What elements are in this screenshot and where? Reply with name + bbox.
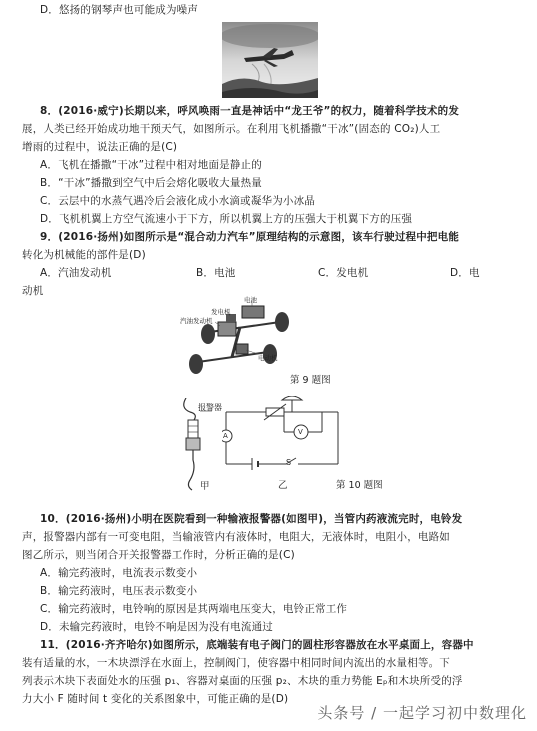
voltmeter-label: V [298, 428, 303, 436]
watermark-text: 头条号 / 一起学习初中数理化 [317, 704, 527, 722]
option-line: B．输完药液时，电压表示数变小 [40, 585, 198, 597]
question-11-line: 力大小 F 随时间 t 变化的关系图象中，可能正确的是(D) [22, 693, 289, 705]
option-line: D．飞机机翼上方空气流速小于下方，所以机翼上方的压强大于机翼下方的压强 [40, 213, 413, 225]
airplane-cloud-photo [222, 22, 318, 98]
question-9-line: 转化为机械能的部件是(D) [22, 249, 146, 261]
label-engine: 汽油发动机 [180, 317, 213, 325]
switch-label: S [286, 458, 292, 467]
option-d: D．电 [450, 267, 480, 279]
option-line: D．未输完药液时，电铃不响是因为没有电流通过 [40, 621, 273, 633]
option-c: C．发电机 [318, 267, 369, 279]
option-line: B．“干冰”播撒到空气中后会熔化吸收大量热量 [40, 177, 262, 189]
question-8-line: 展，人类已经开始成功地干预天气，如图所示。在利用飞机播撒“干冰”(固态的 CO₂)人工 [22, 123, 441, 135]
question-11-line: 列表示木块下表面处水的压强 p₁、容器对桌面的压强 p₂、木块的重力势能 Eₚ和木块所受的浮 [22, 675, 463, 687]
alarm-circuit-diagram [222, 396, 342, 476]
figure-10-caption: 第 10 题图 [336, 480, 383, 491]
option-line: A．输完药液时，电流表示数变小 [40, 567, 198, 579]
question-8-line: 增雨的过程中，说法正确的是(C) [22, 141, 178, 153]
option-b: B．电池 [196, 267, 236, 279]
ammeter-label: A [223, 432, 228, 440]
question-10-line: 10．(2016·扬州)小明在医院看到一种输液报警器(如图甲)，当管内药液流完时，电铃发 [40, 513, 463, 525]
figure-9-caption: 第 9 题图 [290, 375, 331, 386]
question-11-line: 装有适量的水，一木块漂浮在水面上，控制阀门，使容器中相同时间内流出的水量相等。下 [22, 657, 450, 669]
option-line: C．输完药液时，电铃响的原因是其两端电压变大，电铃正常工作 [40, 603, 348, 615]
question-8-line [40, 104, 459, 118]
option-line: A．飞机在播撒“干冰”过程中相对地面是静止的 [40, 159, 262, 171]
hybrid-car-diagram [180, 292, 300, 384]
label-jia: 甲 [200, 481, 210, 492]
option-a: A．汽油发动机 [40, 267, 112, 279]
option-line: C．云层中的水蒸气遇冷后会液化成小水滴或凝华为小冰晶 [40, 195, 316, 207]
label-battery: 电池 [244, 296, 257, 304]
label-motor: 电动机 [258, 354, 278, 362]
question-11-line: 11．(2016·齐齐哈尔)如图所示，底端装有电子阀门的圆柱形容器放在水平桌面上，容器中 [40, 639, 474, 651]
q8-text: 8．(2016·威宁)长期以来，呼风唤雨一直是神话中“龙王爷”的权力，随着科学技术的发 [40, 105, 460, 117]
label-alarm: 报警器 [198, 403, 222, 412]
label-yi: 乙 [278, 480, 288, 491]
label-generator: 发电机 [211, 308, 231, 316]
question-9-line: 9．(2016·扬州)如图所示是“混合动力汽车”原理结构的示意图，该车行驶过程中把电能 [40, 231, 460, 243]
option-line: D．悠扬的钢琴声也可能成为噪声 [40, 4, 199, 16]
question-10-line: 图乙所示，则当闭合开关报警器工作时，分析正确的是(C) [22, 549, 295, 561]
option-d-cont: 动机 [22, 285, 44, 297]
question-10-line: 声，报警器内部有一可变电阻，当输液管内有液体时，电阻大，无液体时，电阻小，电路如 [22, 531, 450, 543]
